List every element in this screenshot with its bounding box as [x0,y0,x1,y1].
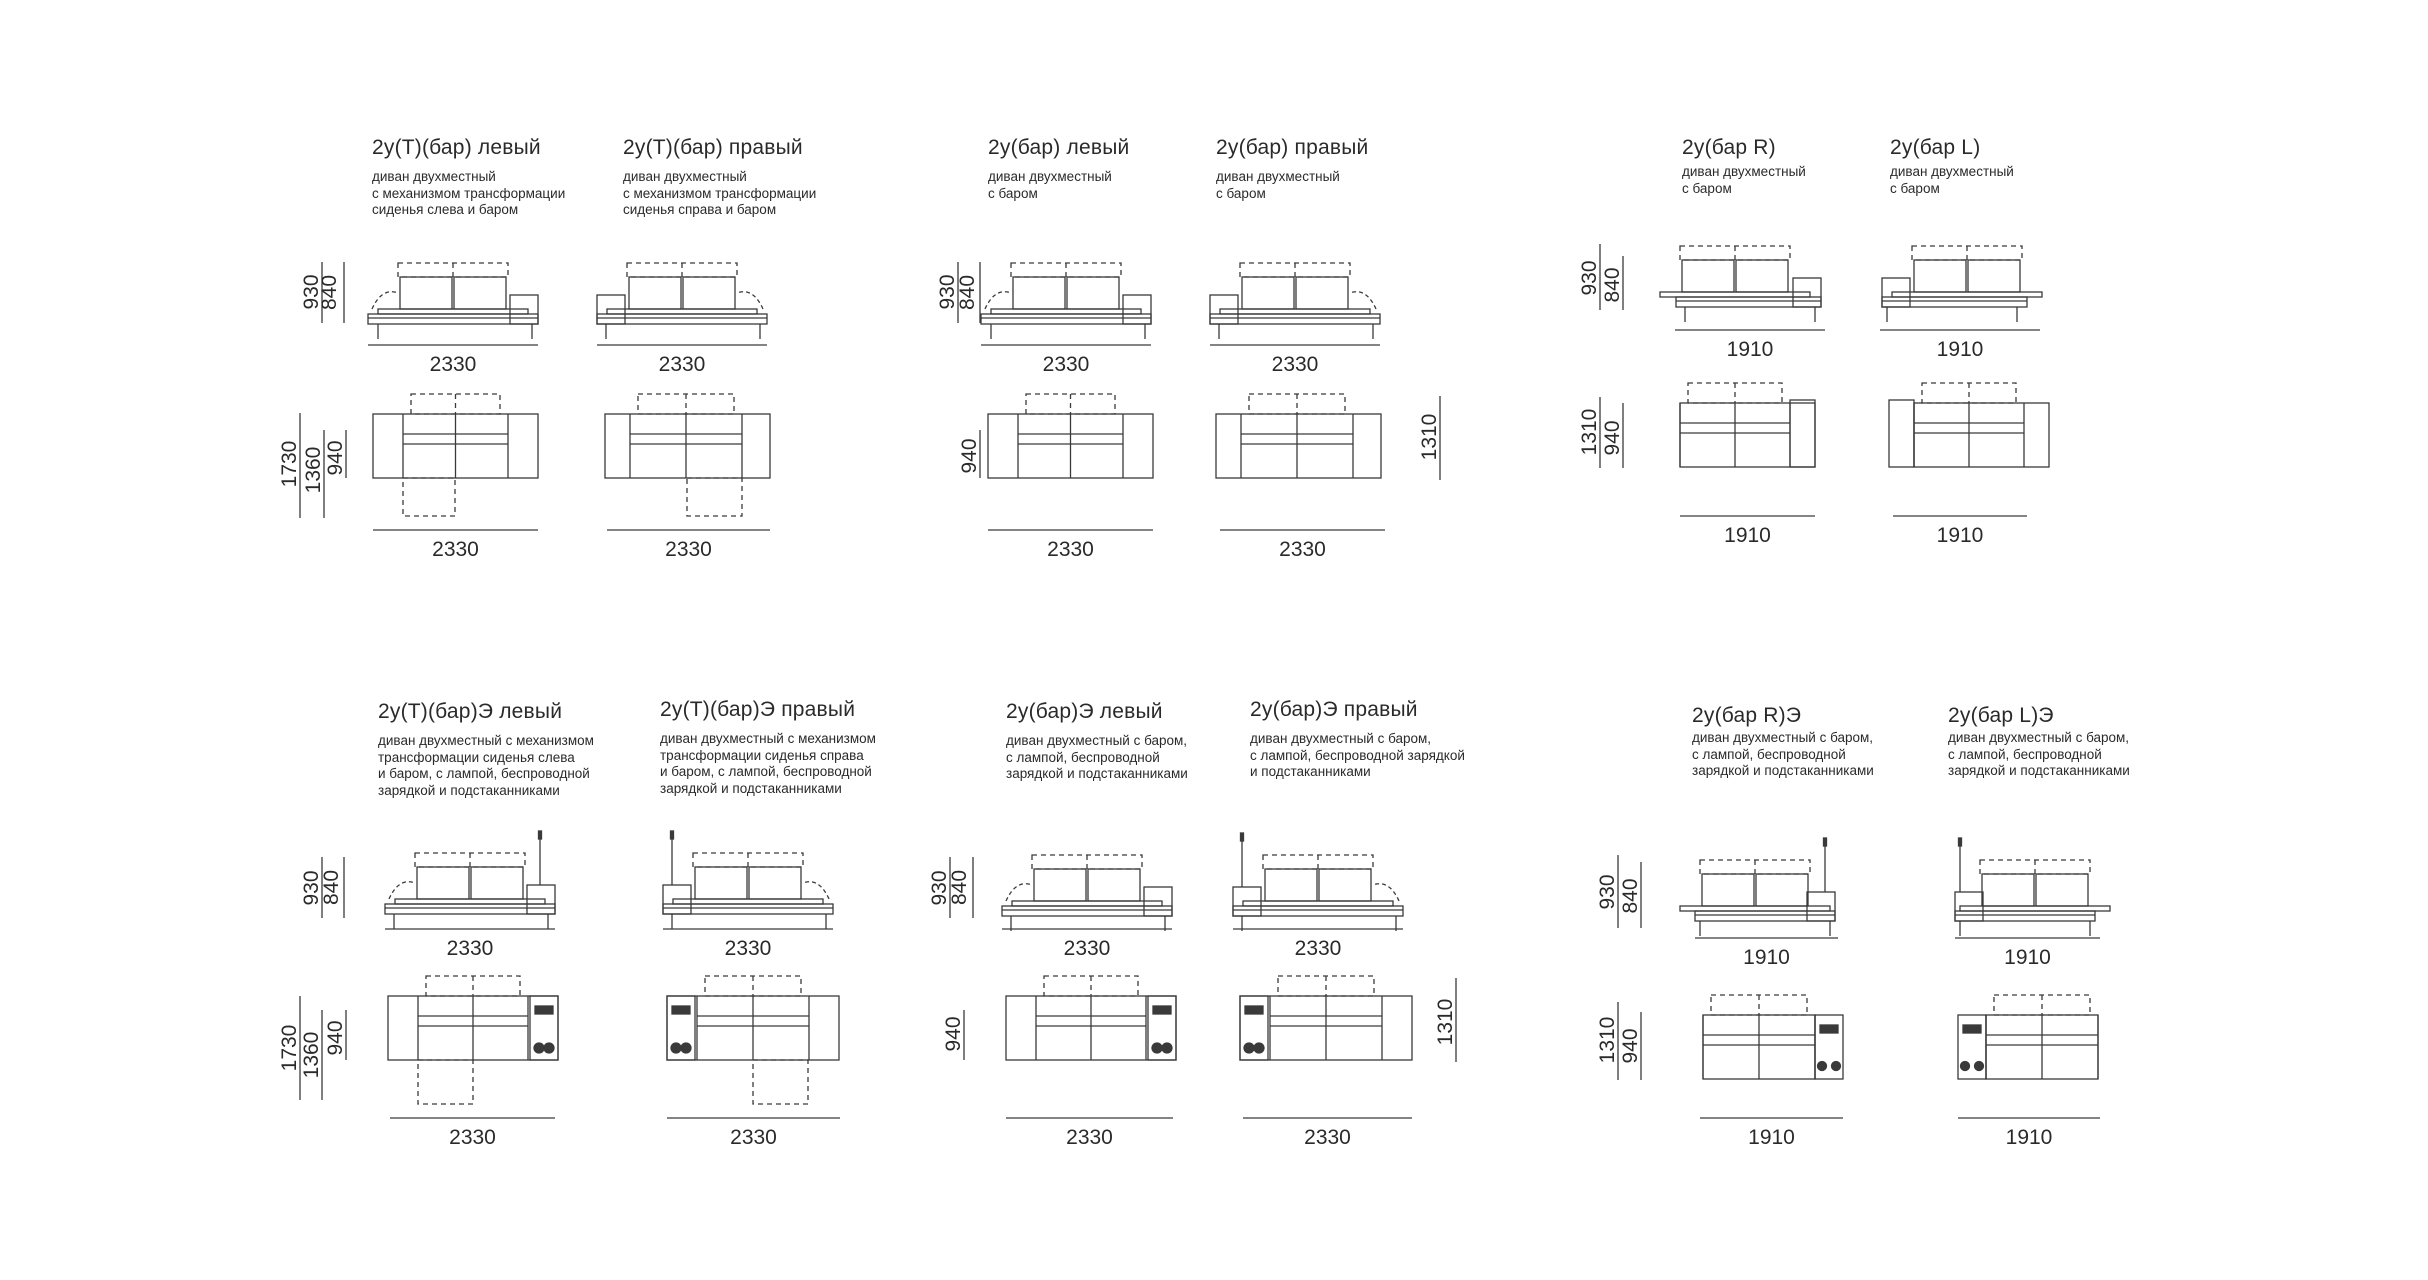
dimension-label: 1910 [1743,946,1790,969]
outline [1955,911,2095,921]
dimension-label: 940 [1601,420,1624,456]
dimension-label: 1910 [1936,524,1984,547]
outline [1982,874,2034,906]
outline [1002,906,1172,916]
model-title: 2у(бар L) [1890,136,1981,159]
outline [663,904,833,914]
dimension-label: 1730 [278,440,301,488]
outline [1968,260,2020,292]
desc-line: диван двухместный [1216,169,1340,184]
outline [1243,901,1393,906]
model-title: 2у(Т)(бар)Э левый [378,700,563,723]
outline [1676,297,1821,307]
outline [1702,874,1754,906]
model-title: 2у(Т)(бар) правый [623,136,803,159]
desc-line: зарядкой и подстаканниками [1948,763,2130,778]
outline [1013,277,1065,309]
desc-line: диван двухместный [988,169,1112,184]
dimension-label: 840 [320,869,343,906]
desc-line: с лампой, беспроводной [1006,749,1160,765]
lamp-icon [1824,838,1827,846]
dimension-label: 2330 [432,538,479,561]
dimension-label: 840 [956,274,979,311]
outline [991,309,1141,314]
dimension-label: 1360 [300,1031,323,1079]
desc-line: и баром, с лампой, беспроводной [660,764,872,779]
charger-icon [1245,1006,1263,1014]
model-title: 2у(бар) левый [988,136,1130,159]
dimension-label: 930 [1578,260,1601,296]
outline [1067,277,1119,309]
desc-line: с лампой, беспроводной [1948,746,2102,762]
dimension-label: 2330 [446,937,494,960]
outline [1914,403,2049,467]
desc-line: зарядкой и подстаканниками [378,782,560,798]
desc-line: с баром [1682,180,1732,196]
dashed-outline [687,478,742,516]
model-title: 2у(бар)Э левый [1006,700,1163,723]
armrest-dash [389,882,415,899]
desc-line: диван двухместный с баром, [1948,730,2130,745]
outline [1012,901,1162,906]
armrest-dash [1373,884,1399,901]
model-title: 2у(бар)Э правый [1250,698,1418,721]
outline [400,277,452,309]
dimension-label: 2330 [1042,353,1090,376]
dimension-label: 2330 [1063,937,1111,960]
dimension-label: 1360 [302,446,325,494]
dimension-label: 840 [948,869,971,906]
cupholder-icon [544,1043,554,1053]
outline [1695,911,1835,921]
outline [1034,869,1086,901]
outline [1265,869,1317,901]
dimension-label: 940 [324,1020,347,1056]
charger-icon [1820,1025,1838,1033]
outline [1319,869,1371,901]
desc-line: с баром [988,185,1038,201]
outline [1914,260,1966,292]
lamp-icon [1959,838,1962,846]
cupholder-icon [1818,1062,1827,1071]
dimension-label: 1310 [1596,1016,1619,1064]
desc-line: с баром [1216,185,1266,201]
cupholder-icon [1832,1062,1841,1071]
armrest-dash [1350,292,1376,309]
outline [1220,309,1370,314]
desc-line: с лампой, беспроводной [1692,746,1846,762]
armrest-dash [985,292,1011,309]
desc-line: трансформации сиденья слева [378,749,575,765]
desc-line: диван двухместный [1682,164,1806,179]
outline [597,314,767,324]
outline [471,867,523,899]
outline [1088,869,1140,901]
desc-line: зарядкой и подстаканниками [1692,763,1874,778]
outline [1882,297,2027,307]
dimension-label: 930 [300,870,323,906]
desc-line: зарядкой и подстаканниками [660,780,842,796]
desc-line: диван двухместный с баром, [1006,733,1188,748]
cupholder-icon [1254,1043,1264,1053]
charger-icon [1963,1025,1981,1033]
desc-line: диван двухместный с механизмом [378,733,594,748]
dimension-label: 2330 [665,538,712,561]
dimension-label: 1910 [1748,1126,1795,1149]
outline [749,867,801,899]
dimension-label: 840 [1619,878,1642,914]
lamp-icon [1241,833,1244,841]
desc-line: и подстаканниками [1250,764,1371,779]
desc-line: и баром, с лампой, беспроводной [378,766,590,781]
cupholder-icon [1244,1043,1254,1053]
cupholder-icon [1961,1062,1970,1071]
cupholder-icon [1152,1043,1162,1053]
desc-line: сиденья слева и баром [372,202,519,217]
cupholder-icon [1975,1062,1984,1071]
charger-icon [672,1006,690,1014]
outline [673,899,823,904]
armrest-dash [803,882,829,899]
lamp-icon [671,831,674,839]
dimension-label: 2330 [724,937,772,960]
dashed-outline [753,1060,808,1104]
armrest-dash [1006,884,1032,901]
dimension-label: 2330 [658,353,706,376]
dimension-label: 2330 [1279,538,1326,561]
outline [1736,260,1788,292]
outline [417,867,469,899]
model-title: 2у(бар) правый [1216,136,1369,159]
desc-line: диван двухместный с баром, [1250,731,1432,746]
model-title: 2у(бар R) [1682,136,1776,159]
dimension-label: 2330 [1047,538,1094,561]
outline [683,277,735,309]
cupholder-icon [1162,1043,1172,1053]
charger-icon [1153,1006,1171,1014]
dimension-label: 1310 [1578,408,1601,456]
dimension-label: 930 [1596,874,1619,910]
model-title: 2у(Т)(бар)Э правый [660,698,856,721]
desc-line: с механизмом трансформации [623,185,817,201]
dimension-label: 1310 [1418,413,1441,461]
desc-line: диван двухместный с баром, [1692,730,1874,745]
dimension-label: 1730 [278,1024,301,1072]
outline [1790,400,1815,467]
dashed-outline [418,1060,473,1104]
dimension-label: 940 [958,438,981,474]
outline [378,309,528,314]
dimension-label: 2330 [1271,353,1319,376]
dimension-label: 840 [318,274,341,311]
dimension-label: 2330 [449,1126,496,1149]
dimension-label: 930 [936,274,959,310]
outline [695,867,747,899]
model-title: 2у(бар R)Э [1692,704,1802,727]
outline [1892,292,2042,297]
dimension-label: 930 [300,274,323,310]
desc-line: с механизмом трансформации [372,185,566,201]
dimension-label: 940 [1619,1028,1642,1064]
desc-line: диван двухместный [1890,164,2014,179]
desc-line: сиденья справа и баром [623,202,777,217]
outline [629,277,681,309]
lamp-icon [539,831,542,839]
dimension-label: 840 [1601,267,1624,303]
desc-line: диван двухместный с механизмом [660,731,876,746]
desc-line: с баром [1890,180,1940,196]
dimension-label: 2330 [1066,1126,1113,1149]
dimension-label: 930 [928,870,951,906]
armrest-dash [737,292,763,309]
dimension-label: 1910 [2005,1126,2053,1149]
dimension-label: 1310 [1434,998,1457,1046]
outline [607,309,757,314]
outline [981,314,1151,324]
outline [368,314,538,324]
desc-line: диван двухместный [372,169,496,184]
dashed-outline [403,478,455,516]
desc-line: трансформации сиденья справа [660,747,864,763]
dimension-label: 1910 [1936,338,1984,361]
dimension-label: 2330 [730,1126,777,1149]
outline [1660,292,1810,297]
dimension-label: 940 [324,440,347,476]
outline [385,904,555,914]
outline [454,277,506,309]
outline [395,899,545,904]
outline [1682,260,1734,292]
cupholder-icon [671,1043,681,1053]
outline [1210,314,1380,324]
desc-line: зарядкой и подстаканниками [1006,766,1188,781]
charger-icon [535,1006,553,1014]
dimension-label: 2330 [1304,1126,1351,1149]
model-title: 2у(Т)(бар) левый [372,136,541,159]
outline [1756,874,1808,906]
model-title: 2у(бар L)Э [1948,704,2054,727]
desc-line: диван двухместный [623,169,747,184]
dimension-label: 2330 [429,353,477,376]
outline [1242,277,1294,309]
dimension-label: 940 [942,1016,965,1052]
dimension-label: 1910 [1724,524,1771,547]
outline [2036,874,2088,906]
outline [1889,400,1914,467]
cupholder-icon [681,1043,691,1053]
outline [1233,906,1403,916]
desc-line: с лампой, беспроводной зарядкой [1250,747,1465,763]
armrest-dash [372,292,398,309]
outline [1296,277,1348,309]
dimension-label: 1910 [1726,338,1774,361]
dimension-label: 2330 [1294,937,1342,960]
outline [1680,403,1815,467]
dimension-label: 1910 [2004,946,2051,969]
cupholder-icon [534,1043,544,1053]
